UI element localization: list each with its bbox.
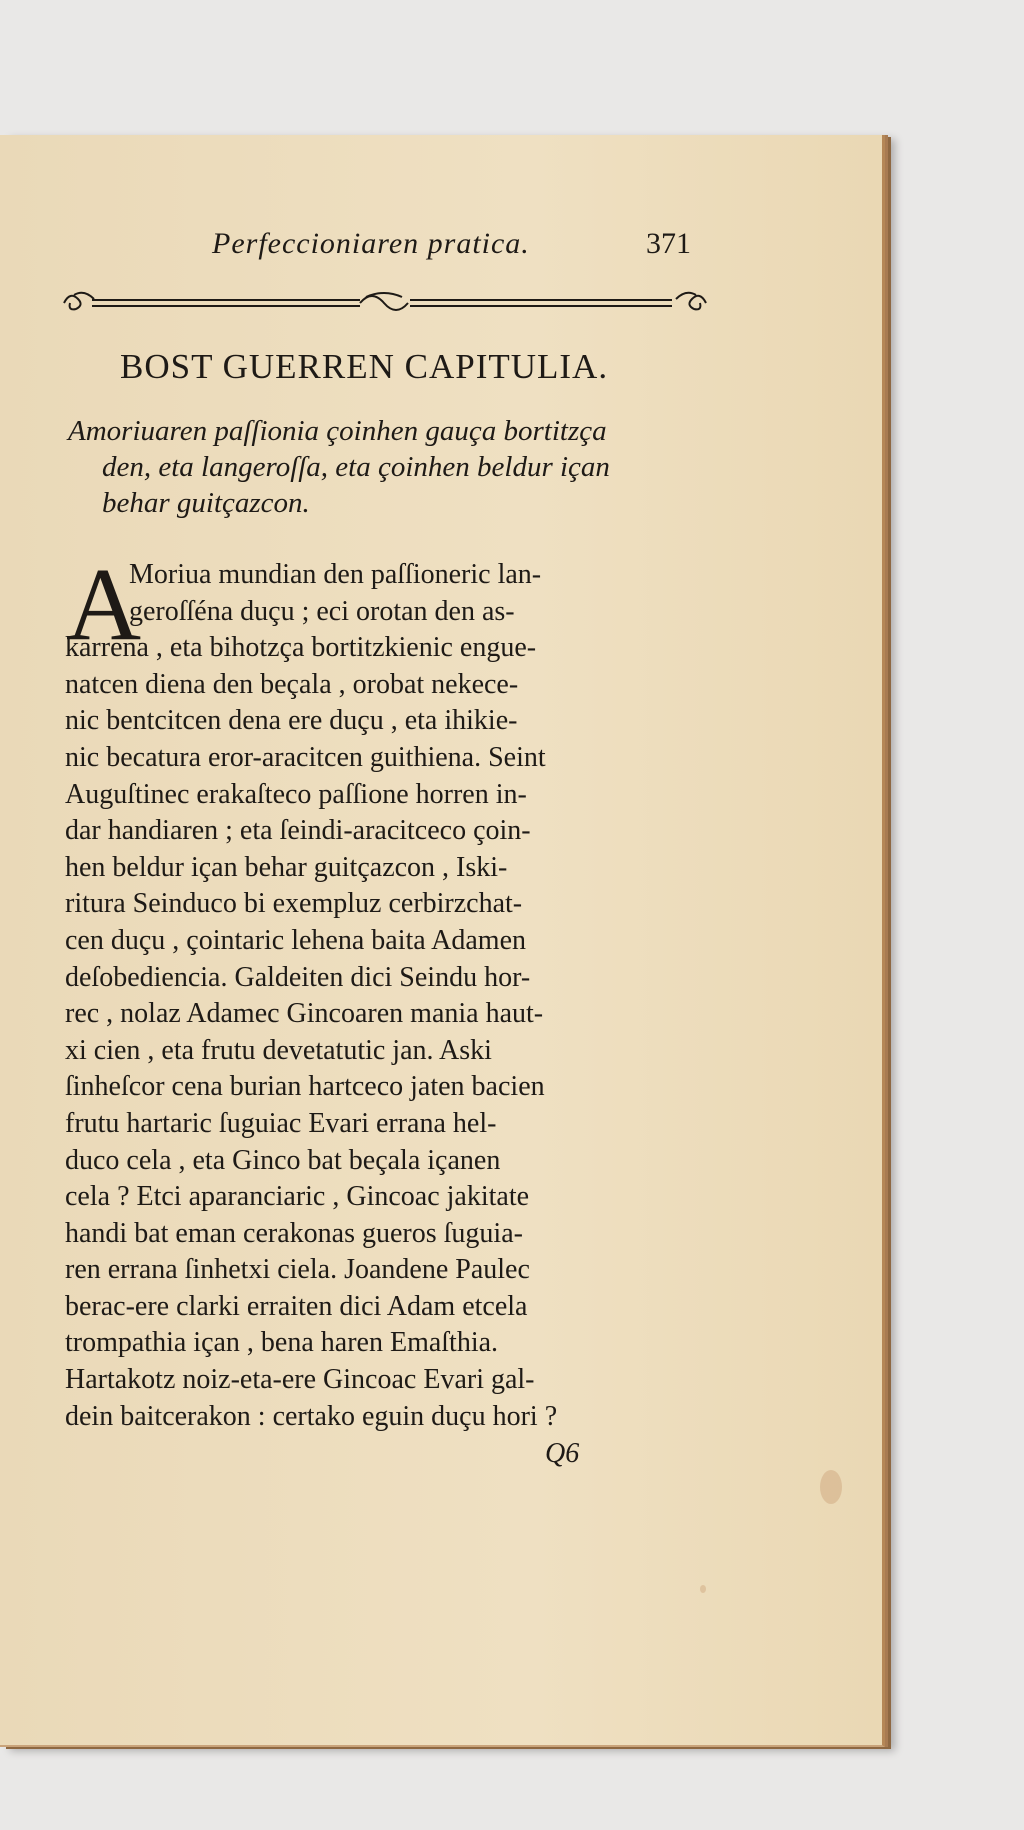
body-line: xi cien , eta frutu devetatutic jan. Aski [65,1034,492,1066]
body-line: cela ? Etci aparanciaric , Gincoac jakitate [65,1181,530,1213]
body-line: karrena , eta bihotzça bortitzkienic engue- [65,632,537,664]
body-text [65,547,725,1435]
summary-line: den, eta langeroſſa, eta çoinhen beldur içan [102,451,610,483]
ornament-rule-icon [60,283,710,323]
chapter-heading: BOST GUERREN CAPITULIA. [120,347,609,386]
body-line: nic bentcitcen dena ere duçu , eta ihikie- [65,705,518,737]
body-line: hen beldur içan behar guitçazcon , Iski- [65,851,508,883]
body-line: deſobediencia. Galdeiten dici Seindu hor- [65,961,531,993]
body-line: ſinheſcor cena burian hartceco jaten bacien [65,1071,545,1103]
body-line: ren errana ſinhetxi ciela. Joandene Paulec [65,1254,530,1286]
body-line: natcen diena den beçala , orobat nekece- [65,668,519,700]
running-head [0,227,882,267]
body-line: ritura Seinduco bi exempluz cerbirzchat- [65,888,523,920]
body-line: Moriua mundian den paſſioneric lan- [129,559,542,590]
body-line: duco cela , eta Ginco bat beçala içanen [65,1144,501,1176]
body-line: trompathia içan , bena haren Emaſthia. [65,1327,499,1359]
body-line: Hartakotz noiz-eta-ere Gincoac Evari gal- [65,1364,535,1396]
drop-cap: A [66,547,142,662]
summary-line: Amoriuaren paſſionia çoinhen gauça bortitzça [68,415,607,447]
body-line: handi bat eman cerakonas gueros ſuguia- [65,1217,523,1249]
body-line: Auguſtinec erakaſteco paſſione horren in- [65,778,527,810]
body-line: dar handiaren ; eta ſeindi-aracitceco çoin- [65,815,531,847]
running-title: Perfeccioniaren pratica. [212,227,530,260]
body-line: nic becatura eror-aracitcen guithiena. Seint [65,741,546,773]
body-line: frutu hartaric ſuguiac Evari errana hel- [65,1107,497,1139]
body-line: berac-ere clarki erraiten dici Adam etcela [65,1290,528,1322]
body-line: cen duçu , çointaric lehena baita Adamen [65,924,527,956]
body-line: dein baitcerakon : certako eguin duçu hori ? [65,1400,558,1432]
page-number: 371 [646,227,691,260]
body-line: rec , nolaz Adamec Gincoaren mania haut- [65,998,544,1030]
chapter-summary [68,413,718,521]
book-page [0,135,885,1747]
body-line: geroſſéna duçu ; eci orotan den as- [129,595,515,627]
paper-stain [820,1470,842,1504]
summary-line: behar guitçazcon. [102,487,310,519]
catchword: Q6 [545,1438,580,1469]
paper-stain [700,1585,706,1593]
